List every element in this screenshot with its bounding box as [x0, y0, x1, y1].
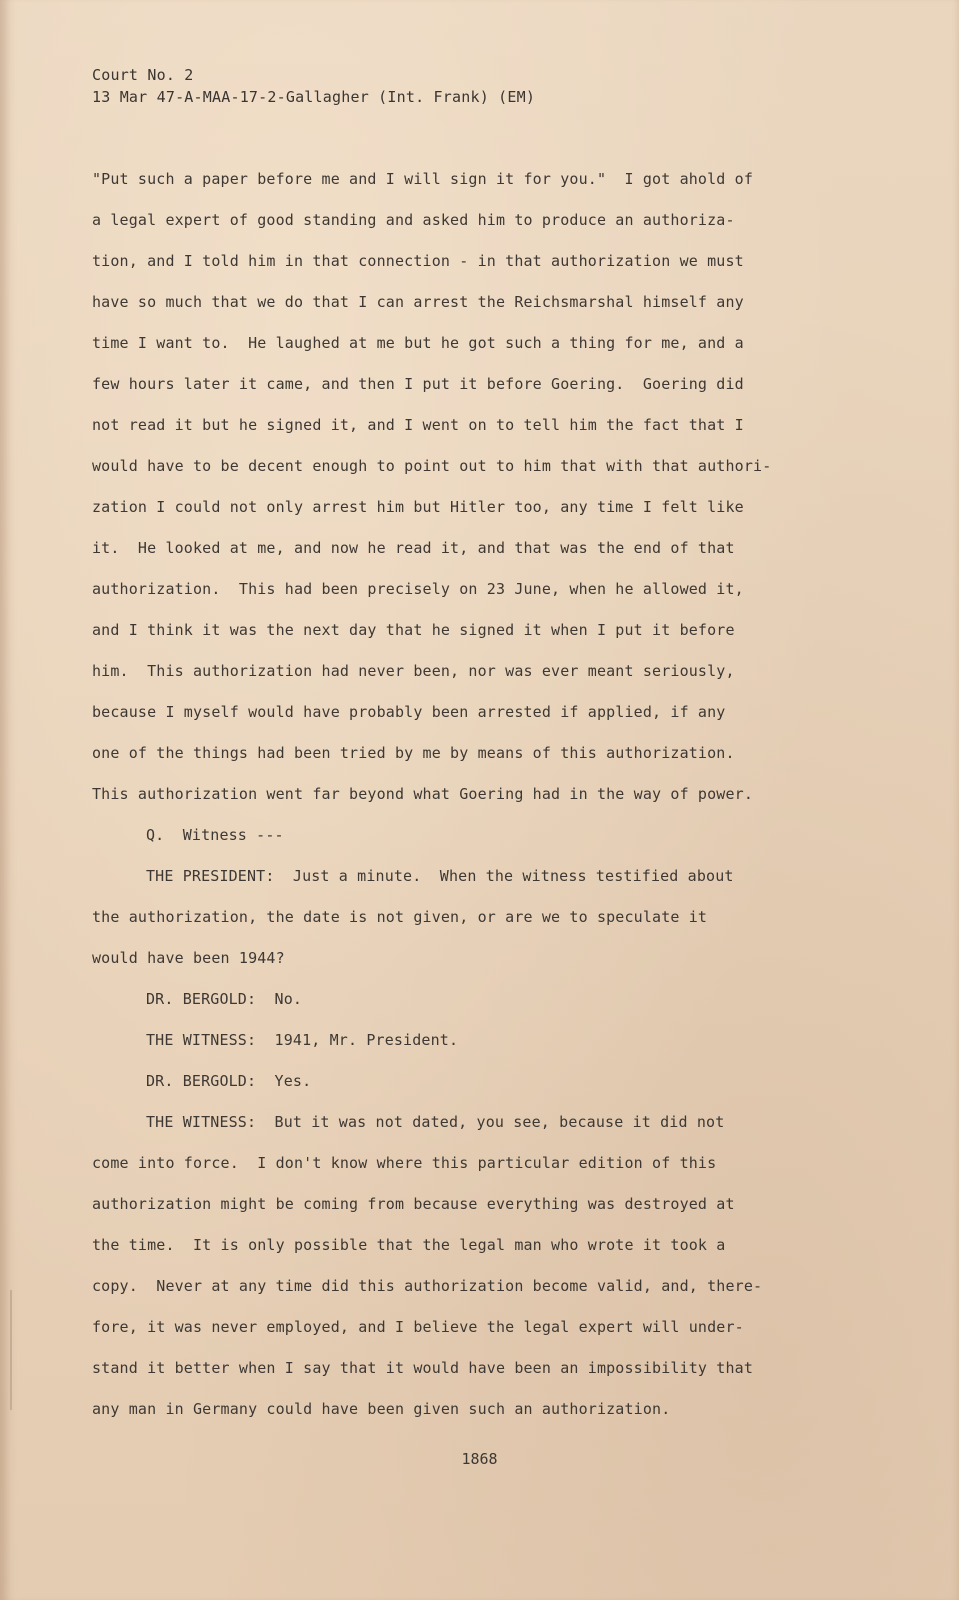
transcript-line: "Put such a paper before me and I will sign it for you." I got ahold of: [92, 170, 754, 188]
transcript-line: one of the things had been tried by me by means of this authorization.: [92, 744, 735, 762]
transcript-line: THE PRESIDENT: Just a minute. When the witness testified about: [146, 867, 734, 885]
transcript-line: come into force. I don't know where this particular edition of this: [92, 1154, 717, 1172]
transcript-line: This authorization went far beyond what Goering had in the way of power.: [92, 785, 754, 803]
court-number: Court No. 2: [92, 66, 194, 84]
transcript-line: the time. It is only possible that the legal man who wrote it took a: [92, 1236, 726, 1254]
transcript-line: have so much that we do that I can arrest the Reichsmarshal himself any: [92, 293, 744, 311]
transcript-line: Q. Witness ---: [146, 826, 284, 844]
transcript-line: DR. BERGOLD: No.: [146, 990, 303, 1008]
document-header: [92, 64, 535, 108]
transcript-line: fore, it was never employed, and I believe the legal expert will under-: [92, 1318, 744, 1336]
transcript-line: authorization. This had been precisely on 23 June, when he allowed it,: [92, 580, 744, 598]
transcript-line: time I want to. He laughed at me but he got such a thing for me, and a: [92, 334, 744, 352]
transcript-line: it. He looked at me, and now he read it, and that was the end of that: [92, 539, 735, 557]
transcript-line: a legal expert of good standing and asked him to produce an authoriza-: [92, 211, 735, 229]
transcript-line: zation I could not only arrest him but Hitler too, any time I felt like: [92, 498, 744, 516]
transcript-line: him. This authorization had never been, nor was ever meant seriously,: [92, 662, 735, 680]
case-reference: 13 Mar 47-A-MAA-17-2-Gallagher (Int. Frank) (EM): [92, 88, 536, 106]
page-number: 1868: [461, 1450, 498, 1468]
paper-edge-mark: [10, 1290, 12, 1410]
transcript-line: and I think it was the next day that he signed it when I put it before: [92, 621, 735, 639]
transcript-line: tion, and I told him in that connection - in that authorization we must: [92, 252, 744, 270]
transcript-line: THE WITNESS: 1941, Mr. President.: [146, 1031, 459, 1049]
transcript-body: [92, 168, 852, 1439]
transcript-line: not read it but he signed it, and I went on to tell him the fact that I: [92, 416, 744, 434]
transcript-line: any man in Germany could have been given such an authorization.: [92, 1400, 671, 1418]
transcript-line: DR. BERGOLD: Yes.: [146, 1072, 312, 1090]
transcript-line: copy. Never at any time did this authorization become valid, and, there-: [92, 1277, 763, 1295]
transcript-line: authorization might be coming from because everything was destroyed at: [92, 1195, 735, 1213]
transcript-line: few hours later it came, and then I put it before Goering. Goering did: [92, 375, 744, 393]
transcript-line: the authorization, the date is not given, or are we to speculate it: [92, 908, 708, 926]
transcript-line: because I myself would have probably been arrested if applied, if any: [92, 703, 726, 721]
transcript-line: would have been 1944?: [92, 949, 285, 967]
transcript-line: THE WITNESS: But it was not dated, you see, because it did not: [146, 1113, 725, 1131]
transcript-line: stand it better when I say that it would have been an impossibility that: [92, 1359, 754, 1377]
transcript-line: would have to be decent enough to point out to him that with that authori-: [92, 457, 772, 475]
